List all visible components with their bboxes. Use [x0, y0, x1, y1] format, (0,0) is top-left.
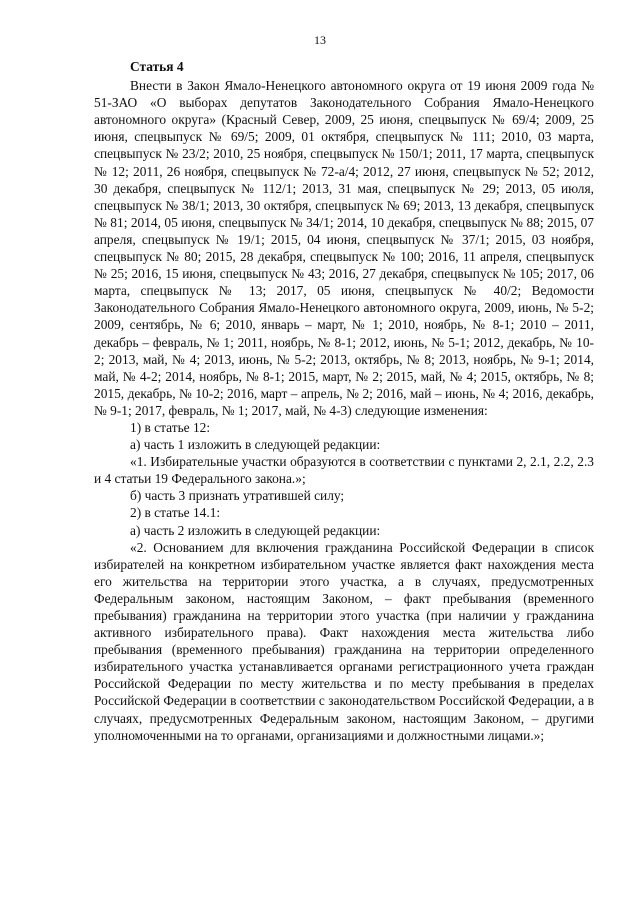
paragraph-intro: Внести в Закон Ямало-Ненецкого автономного округа от 19 июня 2009 года № 51-ЗАО «О выборах депутатов Законодательного Собрания Ямало-Ненецкого автономного округа» (Красный Север, 2009, 25 июня, спецвыпуск № 69/4; 2009, 25 июня, спецвыпуск № 69/5; 2009, 01 октября, спецвыпуск № 111; 2010, 03 марта, спецвыпуск № 23/2; 2010, 25 ноября, спецвыпуск № 150/1; 2011, 17 марта, спецвыпуск № 12; 2011, 26 ноября, спецвыпуск № 72-а/4; 2012, 27 июня, спецвыпуск № 52; 2012, 30 декабря, спецвыпуск № 112/1; 2013, 31 мая, спецвыпуск № 29; 2013, 05 июля, спецвыпуск № 38/1; 2013, 30 октября, спецвыпуск № 69; 2013, 13 декабря, спецвыпуск № 81; 2014, 05 июня, спецвыпуск № 34/1; 2014, 10 декабря, спецвыпуск № 88; 2015, 07 апреля, спецвыпуск № 19/1; 2015, 04 июня, спецвыпуск № 37/1; 2015, 03 ноября, спецвыпуск № 80; 2015, 28 декабря, спецвыпуск № 100; 2016, 11 апреля, спецвыпуск № 25; 2016, 15 июня, спецвыпуск № 43; 2016, 27 декабря, спецвыпуск № 105; 2017, 06 марта, спецвыпуск № 13; 2017, 05 июня, спецвыпуск № 40/2; Ведомости Законодательного Собрания Ямало-Ненецкого автономного округа, 2009, июнь, № 5-2; 2009, сентябрь, № 6; 2010, январь – март, № 1; 2010, ноябрь, № 8-1; 2010 – 2011, декабрь – февраль, № 1; 2011, ноябрь, № 8-1; 2012, июнь, № 5-1; 2012, декабрь, № 10-2; 2013, май, № 4; 2013, июнь, № 5-2; 2013, октябрь, № 8; 2013, ноябрь, № 9-1; 2014, май, № 4-2; 2014, ноябрь, № 8-1; 2015, март, № 2; 2015, май, № 4; 2015, октябрь, № 8; 2015, декабрь, № 10-2; 2016, март – апрель, № 2; 2016, май – июнь, № 4; 2016, декабрь, № 9-1; 2017, февраль, № 1; 2017, май, № 4-3) следующие изменения: — [94, 78, 594, 418]
document-body — [94, 58, 594, 744]
paragraph-quote-1: «1. Избирательные участки образуются в соответствии с пунктами 2, 2.1, 2.2, 2.3 и 4 статьи 19 Федерального закона.»; — [94, 454, 594, 487]
paragraph-quote-2: «2. Основанием для включения гражданина Российской Федерации в список избирателей на конкретном избирательном участке является факт нахождения места его жительства на территории этого участка, а в случаях, предусмотренных Федеральным законом, настоящим Законом, – факт пребывания (временного пребывания) гражданина на территории этого участка (при наличии у гражданина активного избирательного права). Факт нахождения места жительства либо пребывания (временного пребывания) гражданина на территории определенного избирательного участка устанавливается органами регистрационного учета граждан Российской Федерации по месту жительства и по месту пребывания в пределах Российской Федерации в соответствии с законодательством Российской Федерации, а в случаях, предусмотренных Федеральным законом, настоящим Законом, – другими уполномоченными на то органами, организациями и должностными лицами.»; — [94, 539, 594, 743]
paragraph-item-2: 2) в статье 14.1: — [130, 505, 221, 521]
paragraph-item-1a: а) часть 1 изложить в следующей редакции: — [130, 437, 381, 453]
article-heading: Статья 4 — [130, 59, 184, 74]
page-number: 13 — [314, 33, 326, 47]
paragraph-item-1b: б) часть 3 признать утратившей силу; — [130, 488, 345, 504]
paragraph-item-1: 1) в статье 12: — [130, 419, 211, 435]
paragraph-item-2a: а) часть 2 изложить в следующей редакции: — [130, 522, 381, 538]
